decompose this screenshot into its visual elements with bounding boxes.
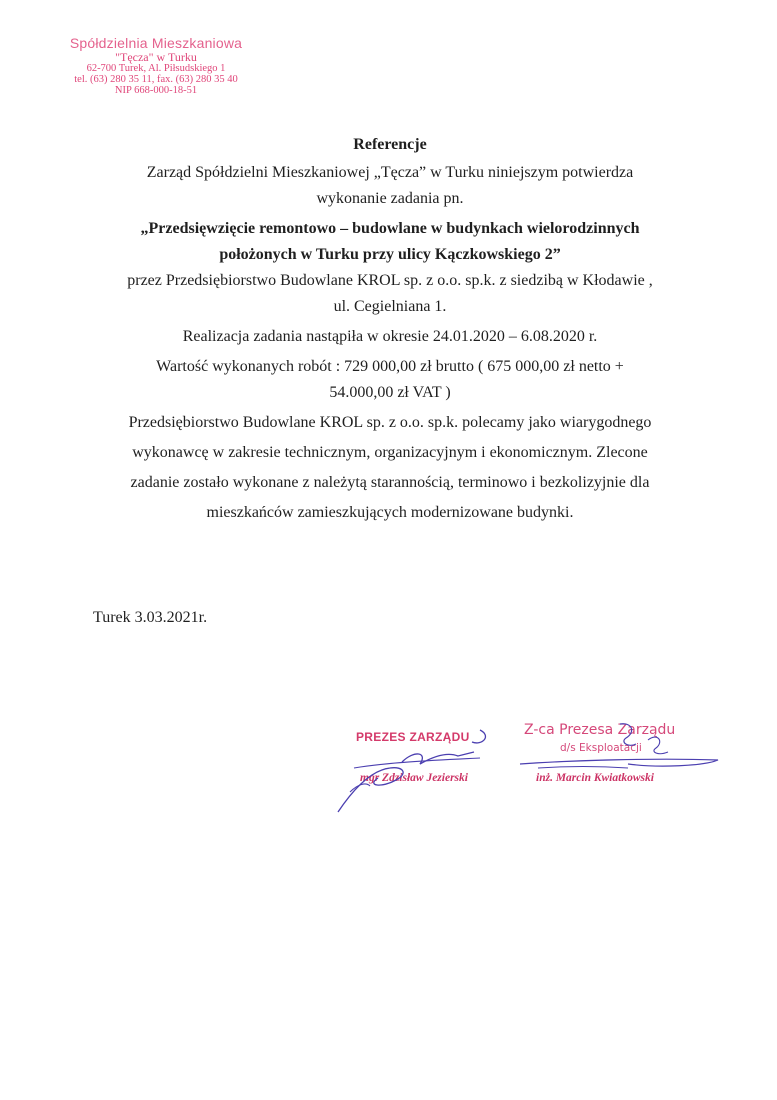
recommendation-line-2: wykonawcę w zakresie technicznym, organizacyjnym i ekonomicznym. Zlecone: [132, 444, 648, 461]
task-name-line-2: położonych w Turku przy ulicy Kączkowskiego 2”: [219, 246, 561, 263]
intro-line-2: wykonanie zadania pn.: [316, 190, 464, 207]
value-line-2: 54.000,00 zł VAT ): [329, 384, 451, 401]
president-role: PREZES ZARZĄDU: [356, 730, 470, 744]
document-body: [70, 132, 710, 526]
stamp-name: Spółdzielnia Mieszkaniowa: [69, 35, 243, 51]
period-line: Realizacja zadania nastąpiła w okresie 24.01.2020 – 6.08.2020 r.: [182, 328, 598, 345]
recommendation-line-3: zadanie zostało wykonane z należytą starannością, terminowo i bezkolizyjnie dla: [130, 474, 650, 491]
president-handwritten-signature: [330, 722, 520, 822]
recommendation-line-4: mieszkańców zamieszkujących modernizowane budynki.: [206, 504, 574, 521]
stamp-address: 62-700 Turek, Al. Piłsudskiego 1: [86, 63, 226, 75]
vice-president-role: Z-ca Prezesa Zarządu: [524, 722, 676, 738]
contractor-line-1: przez Przedsiębiorstwo Budowlane KROL sp. z o.o. sp.k. z siedzibą w Kłodawie ,: [127, 272, 653, 289]
document-title: Referencje: [353, 136, 427, 153]
vice-president-name: inż. Marcin Kwiatkowski: [536, 772, 654, 784]
vice-president-signature-stamp: [508, 720, 738, 810]
place-date: Turek 3.03.2021r.: [93, 609, 208, 626]
vice-president-handwritten-signature: [508, 720, 738, 810]
cooperative-stamp: [56, 36, 256, 96]
stamp-subtitle: "Tęcza" w Turku: [115, 49, 197, 64]
task-name-line-1: „Przedsięwzięcie remontowo – budowlane w budynkach wielorodzinnych: [140, 220, 640, 237]
stamp-nip: NIP 668-000-18-51: [114, 85, 198, 97]
president-signature-stamp: [330, 722, 520, 822]
intro-line-1: Zarząd Spółdzielni Mieszkaniowej „Tęcza” w Turku niniejszym potwierdza: [146, 164, 634, 181]
stamp-phone: tel. (63) 280 35 11, fax. (63) 280 35 40: [74, 74, 238, 86]
recommendation-line-1: Przedsiębiorstwo Budowlane KROL sp. z o.o. sp.k. polecamy jako wiarygodnego: [128, 414, 652, 431]
vice-president-department: d/s Eksploatacji: [560, 742, 642, 754]
value-line-1: Wartość wykonanych robót : 729 000,00 zł brutto ( 675 000,00 zł netto +: [156, 358, 624, 375]
contractor-line-2: ul. Cegielniana 1.: [333, 298, 447, 315]
president-name: mgr Zdzisław Jezierski: [360, 772, 468, 784]
